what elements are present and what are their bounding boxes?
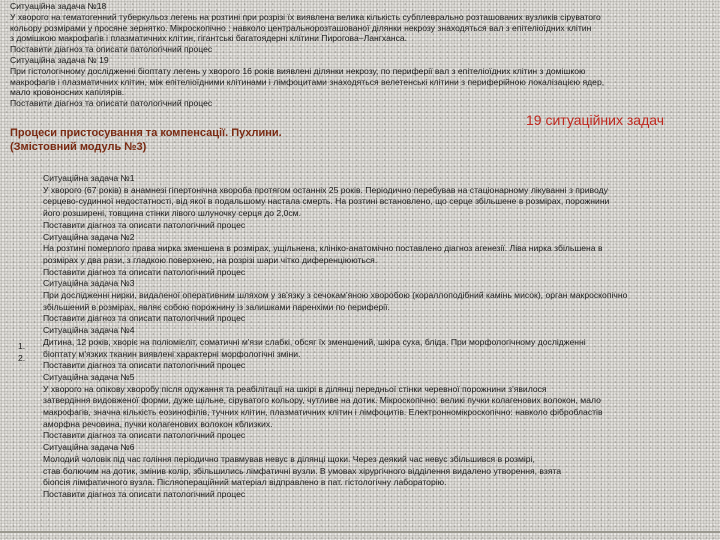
previous-slide-cases: [10, 1, 710, 109]
case-text-line: розмірах у два рази, з гладкою поверхнею, на розрізі шари чітко диференціюються.: [43, 254, 378, 265]
case-text-line: збільшений в розмірах, являє собою порожнину із залишками паренхіми по периферії.: [43, 301, 390, 312]
case-task: Поставити діагноз та описати патологічний процес: [43, 266, 246, 277]
case-text-line: макрофагів, значна кількість еозинофілів, тучних клітин, плазматичних клітин і лімфоцитів. Електронномікроскопічно: навколо фібробластів: [43, 407, 603, 418]
case-4-title: Ситуаційна задача №4: [43, 325, 135, 336]
case-2-title: Ситуаційна задача №2: [43, 231, 135, 242]
case-text-line: серцево-судинної недостатності, від якої в подальшому настала смерть. На розтині встановлено, що серце збільшене в розмірах, порожнини: [43, 196, 610, 207]
case-6-title: Ситуаційна задача №6: [43, 442, 135, 453]
case-task: Поставити діагноз та описати патологічний процес: [43, 488, 246, 499]
section-subtitle: (Змістовний модуль №3): [10, 141, 147, 153]
case-text-line: став болючим на дотик, змінив колір, збільшились лімфатичні вузли. В умовах хірургічного відділення видалено утворення, взята: [43, 465, 562, 476]
case-19-text-line: мало кровоносних капілярів.: [10, 87, 125, 98]
case-text-line: Молодий чоловік під час гоління періодично травмував невус в ділянці щоки. Через деякий час невус збільшився в розмірі,: [43, 453, 535, 464]
case-text-line: У хворого (67 років) в анамнезі гіпертонічна хвороба протягом останніх 25 років. Періодично перебував на стаціонарному лікуванні з приводу: [43, 184, 608, 195]
list-number: 2.: [18, 352, 26, 363]
case-text-line: затвердіння видовженої форми, дуже щільне, сіруватого кольору, чутливе на дотик. Мікроскопічно: великі пучки колагенових волокон, мало: [43, 395, 601, 406]
case-text-line: аморфна речовина, пучки колагенових волокон кблизких.: [43, 418, 273, 429]
case-5-title: Ситуаційна задача №5: [43, 371, 135, 382]
case-text-line: На розтині померлого права нирка зменшена в розмірах, ущільнена, клініко-анатомічно поставлено діагноз агенезії. Ліва нирка збільшена в: [43, 243, 603, 254]
case-18-title: Ситуаційна задача №18: [10, 1, 107, 11]
case-19-task: Поставити діагноз та описати патологічний процес: [10, 98, 213, 109]
case-1-title: Ситуаційна задача №1: [43, 173, 135, 183]
section-title: Процеси пристосування та компенсації. Пухлини.: [10, 127, 282, 139]
list-number: 1.: [18, 341, 26, 351]
case-18-text-line: У хворого на гематогенний туберкульоз легень на розтині при розрізі їх виявлена велика кількість субплеврально розташованих вузликів сіруватого: [10, 11, 601, 22]
case-text-line: При дослідженні нирки, видаленої оперативним шляхом у зв'язку з сечокам'яною хворобою (кораллоподібний камінь мисок), орган макроскопічно: [43, 290, 628, 301]
bottom-divider: [0, 531, 720, 533]
case-task: Поставити діагноз та описати патологічний процес: [43, 313, 246, 324]
case-task: Поставити діагноз та описати патологічний процес: [43, 430, 246, 441]
cases-count-label: 19 ситуаційних задач: [526, 112, 665, 128]
case-18-text-line: кольору розмірами у просяне зернятко. Мікроскопічно : навколо центральнорозташованої ділянки некрозу знаходяться вал з епітеліоїдних клітин: [10, 22, 592, 33]
case-text-line: біоптату м'язких тканин виявлені характерні морфологічні зміни.: [43, 348, 301, 359]
cases-list: [43, 173, 719, 501]
case-19-title: Ситуаційна задача № 19: [10, 54, 109, 65]
case-task: Поставити діагноз та описати патологічний процес: [43, 219, 246, 230]
case-text-line: біопсія лімфатичного вузла. Післяопераційний матеріал відправлено в пат. гістологічну лабораторію.: [43, 477, 447, 488]
case-18-task: Поставити діагноз та описати патологічний процес: [10, 44, 213, 55]
case-text-line: У хворого на опікову хворобу після одужання та реабілітації на шкірі в ділянці передньої стінки черевної порожнини з'явилося: [43, 383, 547, 394]
case-task: Поставити діагноз та описати патологічний процес: [43, 360, 246, 371]
case-19-text-line: макрофагів і плазматичних клітин, між епітеліоїдними клітинами і лімфоцитами знаходяться велетенські клітини з периферійною локалізацією ядер,: [10, 76, 605, 87]
list-numbers: [18, 341, 25, 364]
case-text-line: Дитина, 12 років, хворіє на поліомієліт, соматичні м'язи слабкі, обсяг їх зменшений, шкіра суха, бліда. При морфологічному дослідженні: [43, 336, 586, 347]
section-heading: [10, 126, 282, 154]
case-19-text-line: При гістологічному дослідженні біоптату легень у хворого 16 років виявлені ділянки некрозу, по периферії вал з епітеліоїдних клітин з домішкою: [10, 65, 586, 76]
case-18-text-line: з домішкою макрофагів і плазматичних клітин, гігантські багатоядерні клітини Пирогова–Лангханса.: [10, 33, 408, 44]
case-text-line: його розширені, товщина стінки лівого шлуночку серця до 2,0см.: [43, 208, 301, 219]
case-3-title: Ситуаційна задача №3: [43, 278, 135, 289]
